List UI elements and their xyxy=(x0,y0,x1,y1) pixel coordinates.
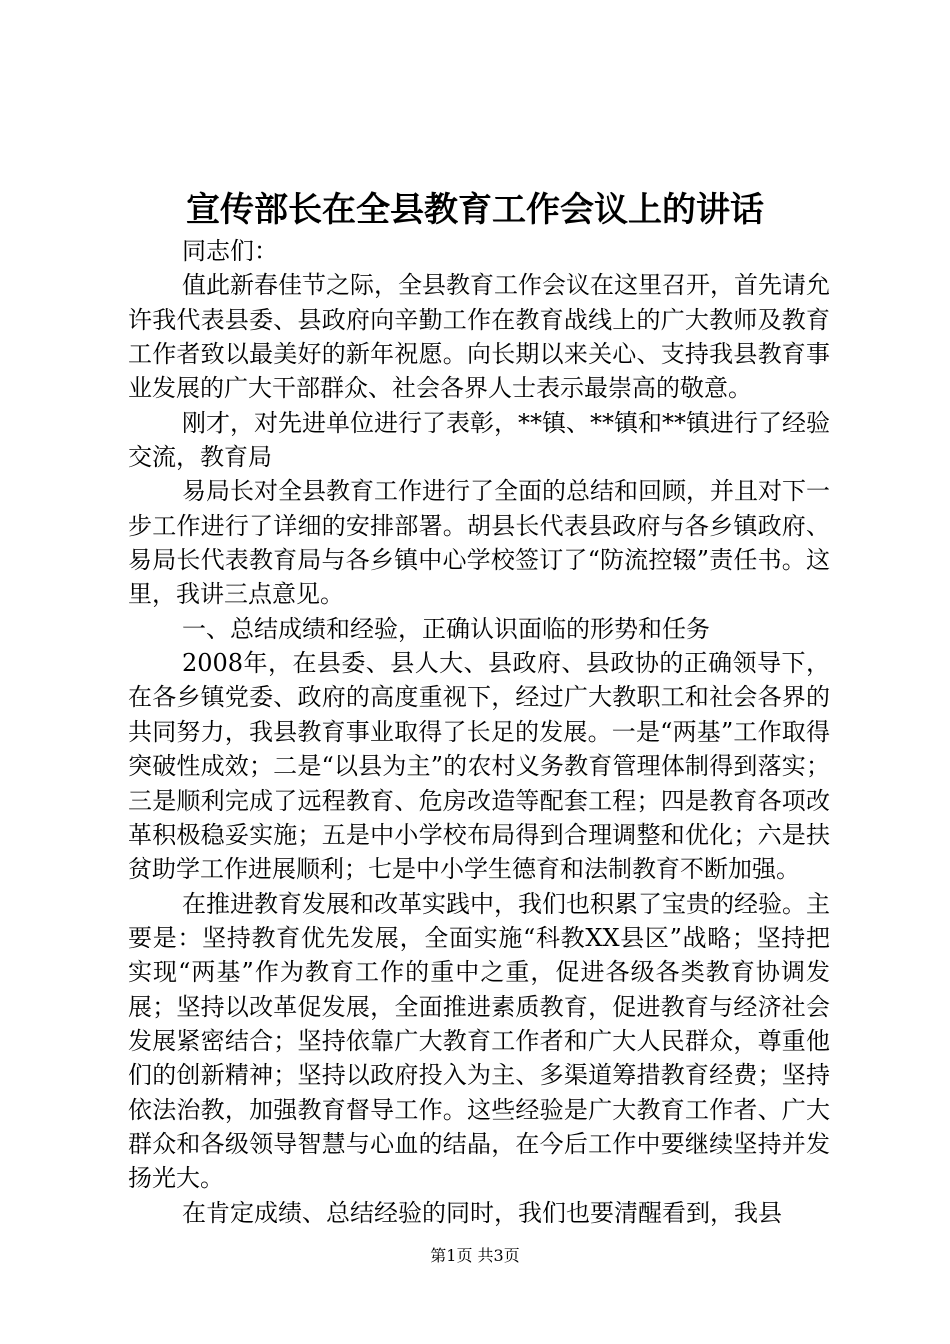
paragraph-summary: 易局长对全县教育工作进行了全面的总结和回顾，并且对下一步工作进行了详细的安排部署。胡县长代表县政府与各乡镇政府、易局长代表教育局与各乡镇中心学校签订了“防流控辍”责任书。这里，我讲三点意见。 xyxy=(128,477,830,609)
document-body xyxy=(128,234,830,1230)
paragraph-achievements: 2008年，在县委、县人大、县政府、县政协的正确领导下，在各乡镇党委、政府的高度重视下，经过广大教职工和社会各界的共同努力，我县教育事业取得了长足的发展。一是“两基”工作取得突破性成效；二是“以县为主”的农村义务教育管理体制得到落实；三是顺利完成了远程教育、危房改造等配套工程；四是教育各项改革积极稳妥实施；五是中小学校布局得到合理调整和优化；六是扶贫助学工作进展顺利；七是中小学生德育和法制教育不断加强。 xyxy=(128,649,830,884)
section-heading-1: 一、总结成绩和经验，正确认识面临的形势和任务 xyxy=(182,614,710,643)
paragraph-salutation: 同志们： xyxy=(182,237,278,265)
paragraph-greeting: 值此新春佳节之际，全县教育工作会议在这里召开，首先请允许我代表县委、县政府向辛勤工作在教育战线上的广大教师及教育工作者致以最美好的新年祝愿。向长期以来关心、支持我县教育事业发展的广大干部群众、社会各界人士表示最崇高的敬意。 xyxy=(128,271,830,403)
paragraph-commendation: 刚才，对先进单位进行了表彰，**镇、**镇和**镇进行了经验交流，教育局 xyxy=(128,408,830,472)
page-footer: 第1页 共3页 xyxy=(430,1246,520,1265)
paragraph-experience: 在推进教育发展和改革实践中，我们也积累了宝贵的经验。主要是：坚持教育优先发展，全面实施“科教XX县区”战略；坚持把实现“两基”作为教育工作的重中之重，促进各级各类教育协调发展；坚持以改革促发展，全面推进素质教育，促进教育与经济社会发展紧密结合；坚持依靠广大教育工作者和广大人民群众，尊重他们的创新精神；坚持以政府投入为主、多渠道筹措教育经费；坚持依法治教，加强教育督导工作。这些经验是广大教育工作者、广大群众和各级领导智慧与心血的结晶，在今后工作中要继续坚持并发扬光大。 xyxy=(128,889,830,1193)
document-title: 宣传部长在全县教育工作会议上的讲话 xyxy=(186,190,764,230)
paragraph-awareness: 在肯定成绩、总结经验的同时，我们也要清醒看到，我县 xyxy=(182,1198,782,1227)
